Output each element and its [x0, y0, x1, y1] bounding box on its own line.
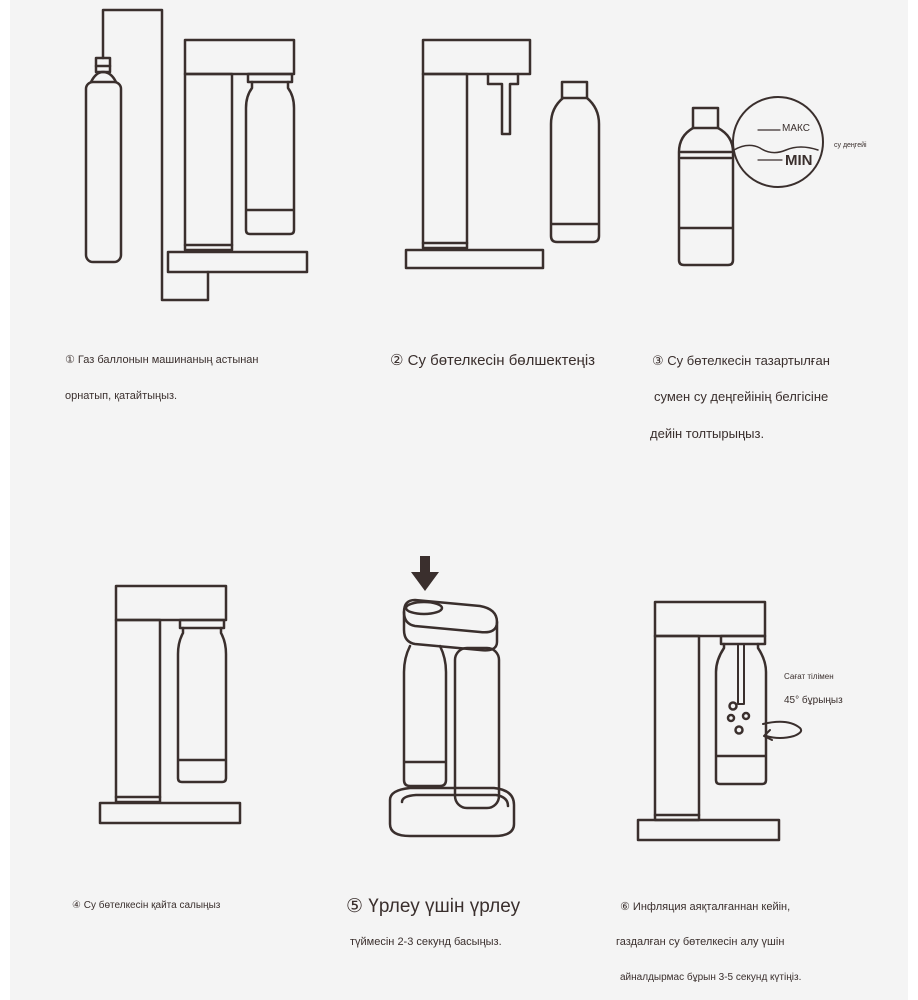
- step5-text-line1: ⑤ Үрлеу үшін үрлеу: [346, 896, 521, 917]
- step2-illustration: [406, 40, 599, 268]
- water-level-label: су деңгейі: [834, 142, 867, 149]
- step3-text-line3: дейін толтырыңыз.: [650, 426, 765, 441]
- clockwise-label: Сағат тілімен: [784, 672, 834, 681]
- step6-text-line2: газдалған су бөтелкесін алу үшін: [616, 936, 785, 948]
- bubble-icon: [728, 715, 734, 721]
- machine-icon: [390, 600, 514, 836]
- machine-icon: [100, 586, 240, 823]
- machine-icon: [168, 40, 307, 272]
- machine-icon: [638, 602, 779, 840]
- step1-text-line2: орнатып, қатайтыңыз.: [65, 390, 178, 402]
- bubble-icon: [730, 703, 737, 710]
- press-arrow-icon: [411, 556, 439, 591]
- step6-illustration: [638, 602, 801, 840]
- step3-text-line2: сумен су деңгейінің белгісіне: [654, 389, 829, 404]
- step4-illustration: [100, 586, 240, 823]
- step5-illustration: [390, 556, 514, 836]
- step4-text-line1: ④ Су бөтелкесін қайта салыңыз: [72, 900, 221, 911]
- step6-text-line3: айналдырмас бұрын 3-5 секунд күтіңіз.: [620, 972, 802, 983]
- step3-text-line1: ③ Су бөтелкесін тазартылған: [652, 353, 830, 368]
- min-label: MIN: [785, 152, 813, 169]
- step2-text-line1: ② Су бөтелкесін бөлшектеңіз: [390, 352, 596, 369]
- machine-icon: [406, 40, 543, 268]
- rotate-arrow-icon: [763, 722, 801, 740]
- max-label: МАКС: [782, 123, 810, 134]
- step5-text-line2: түймесін 2-3 секунд басыңыз.: [350, 936, 502, 948]
- step6-text-line1: ⑥ Инфляция аяқталғаннан кейін,: [620, 901, 791, 913]
- gas-cylinder-icon: [86, 10, 208, 300]
- bubble-icon: [743, 713, 749, 719]
- step1-illustration: [86, 10, 307, 300]
- bottle-icon: [679, 108, 733, 265]
- illustrations: [10, 0, 908, 1000]
- magnifier-circle-icon: [733, 97, 823, 187]
- instruction-page: [10, 0, 908, 1000]
- bottle-icon: [551, 82, 599, 242]
- bubble-icon: [736, 727, 743, 734]
- step1-text-line1: ① Газ баллонын машинаның астынан: [65, 354, 259, 366]
- rotate-label: 45° бұрыңыз: [784, 695, 843, 706]
